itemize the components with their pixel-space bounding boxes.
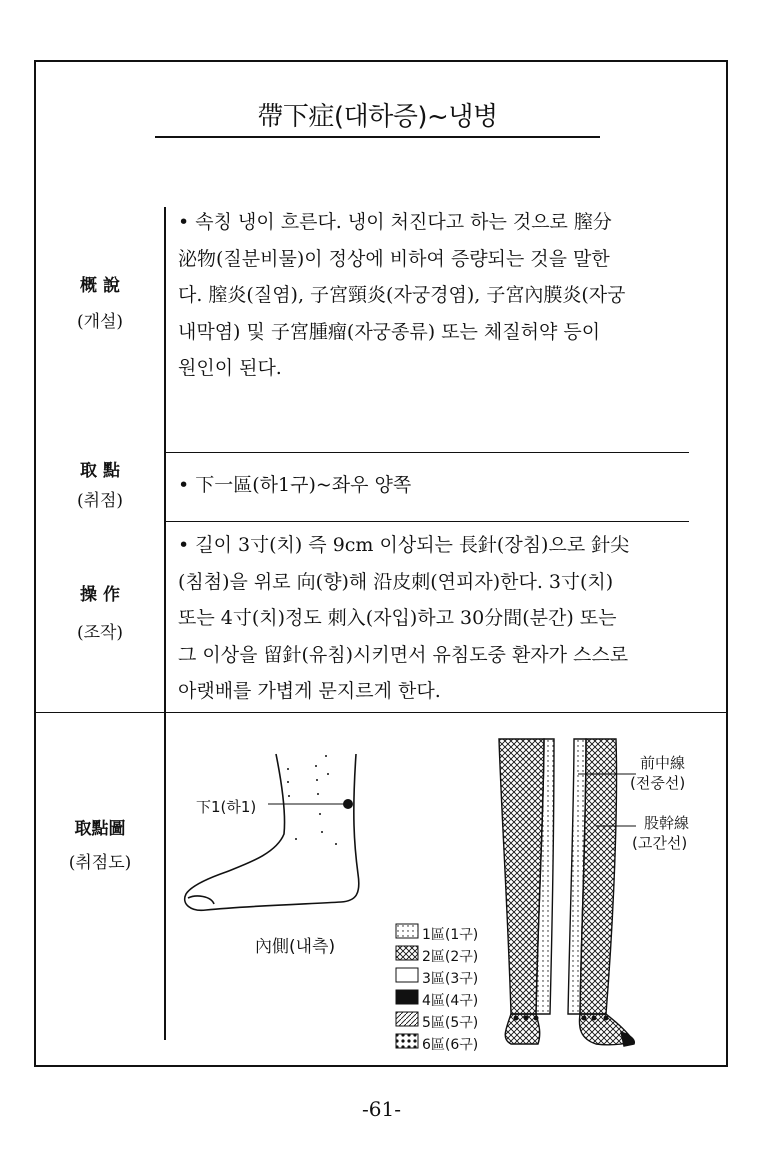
overview-line: 내막염) 및 子宮腫瘤(자궁종류) 또는 체질허약 등이 [178, 320, 601, 343]
legend-item: 6區(6구) [422, 1037, 479, 1053]
row-divider [164, 452, 689, 453]
leg-point-markers [514, 1016, 609, 1021]
procedure-line: 또는 4寸(치)정도 刺入(자입)하고 30分間(분간) 또는 [178, 607, 617, 629]
procedure-text [178, 527, 680, 710]
legend-item: 2區(2구) [422, 949, 479, 965]
overview-line: • 속칭 냉이 흐른다. 냉이 처진다고 하는 것으로 膣分 [178, 211, 612, 233]
procedure-line: 아랫배를 가볍게 문지르게 한다. [178, 680, 441, 702]
section-label-overview: 概 說 (개설) [76, 276, 124, 332]
foot-shin-dots [287, 755, 337, 845]
legend-item: 4區(4구) [422, 993, 479, 1009]
section-label-diagram: 取點圖 (취점도) [68, 819, 132, 873]
leg-front-view [499, 739, 634, 1046]
overview-text [178, 204, 680, 387]
overview-line: 泌物(질분비물)이 정상에 비하여 증량되는 것을 말한 [178, 247, 610, 270]
page-title: 帶下症(대하증)~냉병 [257, 102, 498, 132]
legend-item: 5區(5구) [422, 1015, 479, 1031]
procedure-line: 그 이상을 留針(유침)시키면서 유침도중 환자가 스스로 [178, 643, 629, 666]
procedure-line: (침첨)을 위로 向(향)해 沿皮刺(연피자)한다. 3寸(치) [178, 570, 614, 593]
legend-item: 1區(1구) [422, 927, 479, 943]
page-number: -61- [362, 1097, 401, 1121]
point-text: • 下一區(하1구)~좌우 양쪽 [178, 474, 412, 496]
section-label-point: 取 點 (취점) [76, 461, 124, 511]
foot-caption: 內側(내측) [255, 937, 336, 957]
row-divider [36, 712, 726, 713]
femoral-line-sub: (고간선) [632, 834, 688, 852]
femoral-line-label: 股幹線 [644, 814, 690, 832]
procedure-line: • 길이 3寸(치) 즉 9cm 이상되는 長針(장침)으로 針尖 [178, 534, 630, 556]
title-underline [155, 136, 600, 138]
overview-line: 원인이 된다. [178, 357, 282, 379]
overview-line: 다. 膣炎(질염), 子宮頸炎(자궁경염), 子宮內膜炎(자궁 [178, 284, 626, 306]
front-line-sub: (전중선) [630, 774, 686, 792]
legend-item: 3區(3구) [422, 971, 479, 987]
foot-point-label: 下1(하1) [196, 798, 257, 816]
section-label-procedure: 操 作 (조작) [76, 585, 124, 643]
front-line-label: 前中線 [640, 754, 686, 772]
row-divider [164, 521, 689, 522]
legend-swatches [396, 924, 418, 1048]
acupoint-marker [343, 799, 353, 809]
foot-illustration [185, 754, 359, 910]
